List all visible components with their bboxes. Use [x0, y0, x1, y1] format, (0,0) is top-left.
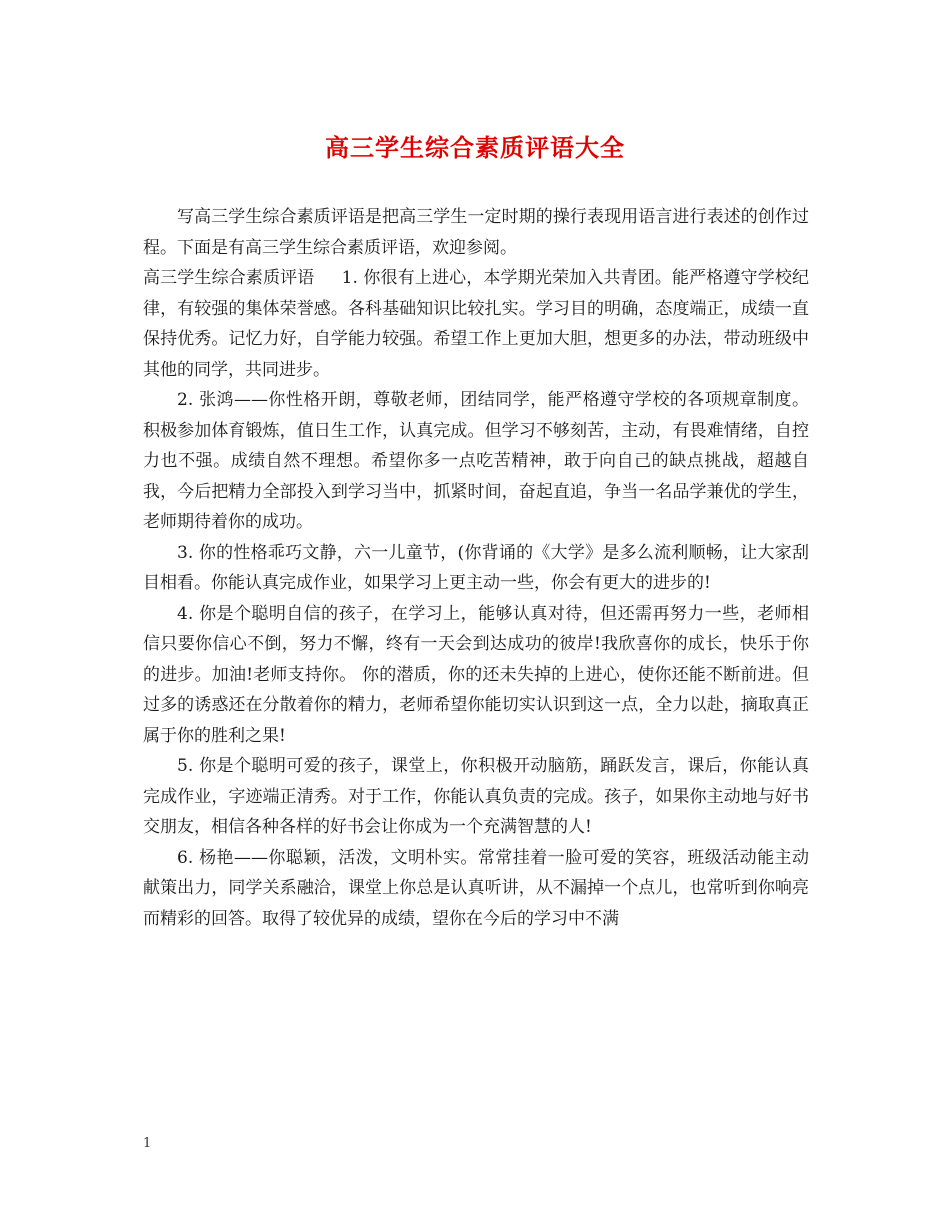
intro-paragraph: 写高三学生综合素质评语是把高三学生一定时期的操行表现用语言进行表述的创作过程。下面是有高三学生综合素质评语，欢迎参阅。 [143, 207, 809, 258]
comment-paragraph-5: 5. 你是个聪明可爱的孩子，课堂上，你积极开动脑筋，踊跃发言，课后，你能认真完成作业，字迹端正清秀。对于工作，你能认真负责的完成。孩子，如果你主动地与好书交朋友，相信各种各样的好书会让你成为一个充满智慧的人! [143, 756, 809, 837]
comment-paragraph-3: 3. 你的性格乖巧文静，六一儿童节，(你背诵的《大学》是多么流利顺畅，让大家刮目相看。你能认真完成作业，如果学习上更主动一些，你会有更大的进步的! [143, 542, 809, 593]
section-heading: 高三学生综合素质评语 [143, 268, 315, 288]
comment-paragraph-6: 6. 杨艳——你聪颖，活泼，文明朴实。常常挂着一脸可爱的笑容，班级活动能主动献策出力，同学关系融洽，课堂上你总是认真听讲，从不漏掉一个点儿，也常听到你响亮而精彩的回答。取得了较优异的成绩，望你在今后的学习中不满 [143, 847, 809, 929]
comment-paragraph-4: 4. 你是个聪明自信的孩子，在学习上，能够认真对待，但还需再努力一些，老师相信只要你信心不倒，努力不懈，终有一天会到达成功的彼岸!我欣喜你的成长，快乐于你的进步。加油!老师支持你。 你的潜质，你的还未失掉的上进心，使你还能不断前进。但过多的诱惑还在分散着你的精力，老师希望你能切实认识到这一点，全力以赴，摘取真正属于你的胜利之果! [143, 603, 809, 746]
document-body [143, 202, 809, 934]
comment-paragraph-2: 2. 张鸿——你性格开朗，尊敬老师，团结同学，能严格遵守学校的各项规章制度。积极参加体育锻炼，值日生工作，认真完成。但学习不够刻苦，主动，有畏难情绪，自控力也不强。成绩自然不理想。希望你多一点吃苦精神，敢于向自己的缺点挑战，超越自我，今后把精力全部投入到学习当中，抓紧时间，奋起直追，争当一名品学兼优的学生，老师期待着你的成功。 [143, 390, 809, 532]
comment-paragraph-1 [143, 263, 809, 385]
page-number: 1 [143, 1136, 152, 1151]
comment-text-1: 1. 你很有上进心，本学期光荣加入共青团。能严格遵守学校纪律，有较强的集体荣誉感。各科基础知识比较扎实。学习目的明确，态度端正，成绩一直保持优秀。记忆力好，自学能力较强。希望工作上更加大胆，想更多的办法，带动班级中其他的同学，共同进步。 [143, 268, 810, 380]
document-title: 高三学生综合素质评语大全 [325, 133, 625, 162]
